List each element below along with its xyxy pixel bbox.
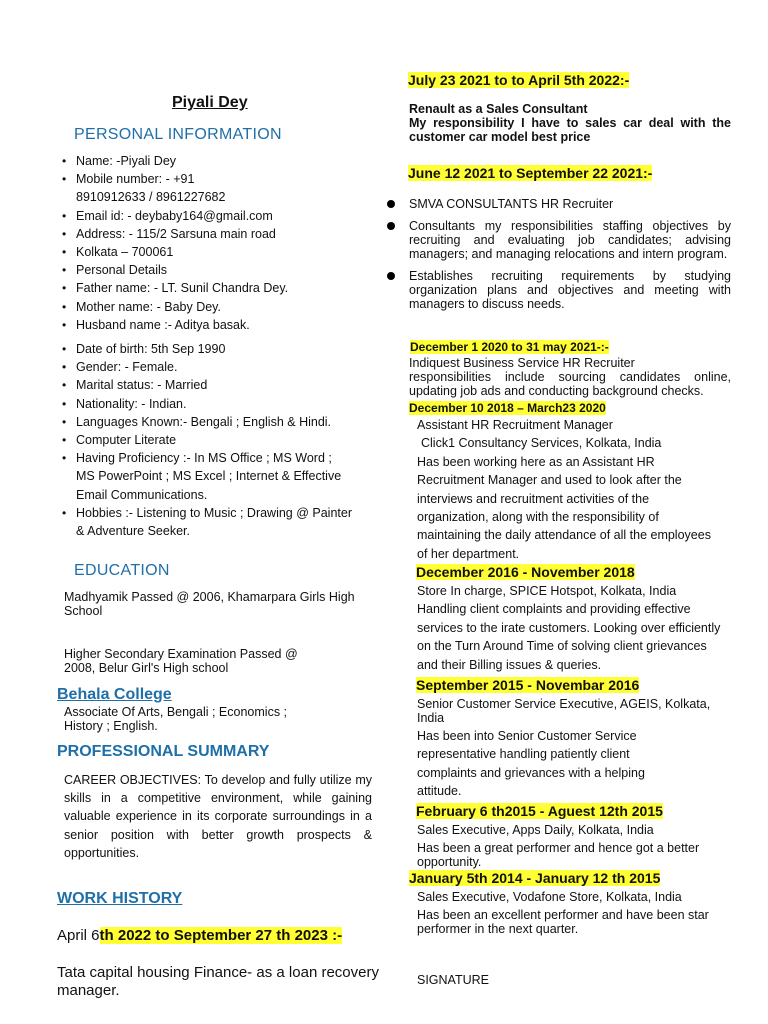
entry-line: of her department. (417, 546, 520, 561)
apps-daily-entry (417, 823, 733, 869)
period-label: December 2016 - November 2018 (416, 564, 635, 580)
ageis-entry (417, 727, 737, 801)
list-item: Consultants my responsibilities staffing objectives by recruiting and evaluating job candidates; advising managers; and managing relocations and intern program. (387, 219, 731, 261)
list-item: • Computer Literate (62, 431, 382, 449)
period-heading (416, 803, 663, 819)
entry-line: Indiquest Business Service HR Recruiter (409, 356, 635, 370)
personal-details-list (62, 340, 382, 540)
entry-line: Assistant HR Recruitment Manager (417, 418, 613, 432)
entry-line: representative handling patiently client (417, 747, 630, 762)
entry-line: and their Billing issues & queries. (417, 657, 602, 672)
entry-line: Has been into Senior Customer Service (417, 729, 637, 743)
hs-line: Higher Secondary Examination Passed @ (64, 647, 298, 661)
entry-line: Has been a great performer and hence got a better opportunity. (417, 841, 700, 869)
entry-line: on the Turn Around Time of solving client grievances (417, 639, 707, 654)
list-item: • Address: - 115/2 Sarsuna main road (62, 225, 382, 243)
vodafone-entry (417, 890, 733, 936)
indiquest-entry (409, 356, 731, 398)
work-role-1: Tata capital housing Finance- as a loan recovery manager. (57, 964, 379, 999)
spice-entry (417, 582, 737, 674)
proficiency-line: Email Communications. (76, 487, 208, 502)
higher-secondary-entry (64, 647, 384, 675)
list-item: • Name: -Piyali Dey (62, 152, 382, 170)
entry-line: Recruitment Manager and used to look after the (417, 473, 682, 488)
entry-line: services to the irate customers. Looking over efficiently (417, 620, 721, 635)
college-detail-line: Associate Of Arts, Bengali ; Economics ; (64, 705, 288, 719)
list-item (62, 449, 382, 504)
proficiency-line: Having Proficiency :- In MS Office ; MS Word ; (76, 451, 332, 466)
period-label: January 5th 2014 - January 12 th 2015 (409, 870, 661, 886)
education-heading: EDUCATION (74, 562, 170, 579)
hobbies-line: Hobbies :- Listening to Music ; Drawing @ Painter (76, 505, 353, 520)
entry-line: Store In charge, SPICE Hotspot, Kolkata, India (417, 584, 677, 598)
mobile-numbers: 8910912633 / 8961227682 (76, 190, 226, 205)
entry-line: Sales Executive, Vodafone Store, Kolkata, India (417, 890, 682, 904)
entry-line: Handling client complaints and providing effective (417, 602, 691, 617)
personal-info-list (62, 152, 382, 334)
entry-line: complaints and grievances with a helping (417, 765, 645, 780)
entry-line: Has been working here as an Assistant HR (417, 454, 655, 469)
list-item: • Email id: - deybaby164@gmail.com (62, 207, 382, 225)
period-label: September 2015 - Novembar 2016 (416, 677, 640, 693)
personal-information-heading: PERSONAL INFORMATION (74, 126, 282, 143)
entry-line: Has been an excellent performer and have been star performer in the next quarter. (417, 908, 709, 936)
list-item: Establishes recruiting requirements by studying organization plans and objectives and meeting with managers to discuss needs. (387, 269, 731, 311)
career-objectives: CAREER OBJECTIVES: To develop and fully utilize my skills in a competitive environment, while gaining valuable experience in its corporate surroundings in a senior position with better growth prospects & opportunities. (64, 773, 372, 860)
madhyamik-entry (64, 590, 384, 618)
entry-line: organization, along with the responsibility of (417, 510, 659, 525)
college-name: Behala College (57, 686, 172, 703)
list-item: • Personal Details (62, 261, 382, 279)
college-detail-line: History ; English. (64, 719, 158, 733)
period-heading (410, 340, 609, 354)
mobile-label: Mobile number: - +91 (76, 172, 195, 187)
period-heading (416, 564, 635, 580)
period-heading (409, 401, 606, 415)
list-item: • Gender: - Female. (62, 358, 382, 376)
list-item: • Marital status: - Married (62, 376, 382, 394)
entry-line: responsibilities include sourcing candidates online, updating job ads and conducting background checks. (409, 370, 731, 398)
smva-list (387, 197, 731, 319)
period-label: July 23 2021 to to April 5th 2022:- (408, 72, 630, 88)
candidate-name: Piyali Dey (172, 94, 248, 111)
hs-line: 2008, Belur Girl's High school (64, 661, 229, 675)
renault-entry (409, 102, 731, 144)
madhyamik-line: Madhyamik Passed @ 2006, Khamarpara Girls High (64, 590, 355, 604)
list-item: SMVA CONSULTANTS HR Recruiter (387, 197, 731, 211)
period-heading (409, 870, 660, 886)
entry-line: Sales Executive, Apps Daily, Kolkata, India (417, 823, 654, 837)
list-item: • Date of birth: 5th Sep 1990 (62, 340, 382, 358)
list-item: • Kolkata – 700061 (62, 243, 382, 261)
period-heading (408, 165, 652, 181)
work-period-start: April 6 (57, 927, 100, 944)
entry-line: maintaining the daily attendance of all the employees (417, 528, 711, 543)
job-title: Renault as a Sales Consultant (409, 102, 588, 116)
professional-summary-heading: PROFESSIONAL SUMMARY (57, 743, 270, 760)
period-label: December 10 2018 – March23 2020 (409, 401, 606, 415)
list-item: • Nationality: - Indian. (62, 395, 382, 413)
period-label: June 12 2021 to September 22 2021:- (408, 165, 653, 181)
period-label: February 6 th2015 - Aguest 12th 2015 (416, 803, 663, 819)
list-item: • Husband name :- Aditya basak. (62, 316, 382, 334)
hobbies-line: & Adventure Seeker. (76, 524, 190, 539)
period-heading (408, 72, 629, 88)
madhyamik-line: School (64, 604, 103, 618)
work-period-range: th 2022 to September 27 th 2023 :- (99, 927, 343, 944)
work-history-heading: WORK HISTORY (57, 890, 183, 907)
entry-line: Click1 Consultancy Services, Kolkata, India (421, 436, 662, 451)
entry-line: attitude. (417, 784, 462, 799)
list-item: • Father name: - LT. Sunil Chandra Dey. (62, 279, 382, 297)
college-detail (64, 705, 384, 733)
ageis-title: Senior Customer Service Executive, AGEIS, Kolkata, India (417, 697, 711, 725)
list-item (62, 504, 382, 540)
list-item: • Languages Known:- Bengali ; English & Hindi. (62, 413, 382, 431)
signature-label: SIGNATURE (417, 973, 489, 987)
list-item: • Mother name: - Baby Dey. (62, 298, 382, 316)
entry-line: interviews and recruitment activities of the (417, 491, 650, 506)
period-heading (416, 677, 639, 693)
click1-entry (417, 416, 737, 563)
work-period-1 (57, 927, 342, 944)
period-label: December 1 2020 to 31 may 2021-:- (410, 340, 609, 354)
job-description: My responsibility I have to sales car deal with the customer car model best price (409, 116, 731, 144)
list-item (62, 170, 382, 206)
proficiency-line: MS PowerPoint ; MS Excel ; Internet & Effective (76, 469, 342, 484)
